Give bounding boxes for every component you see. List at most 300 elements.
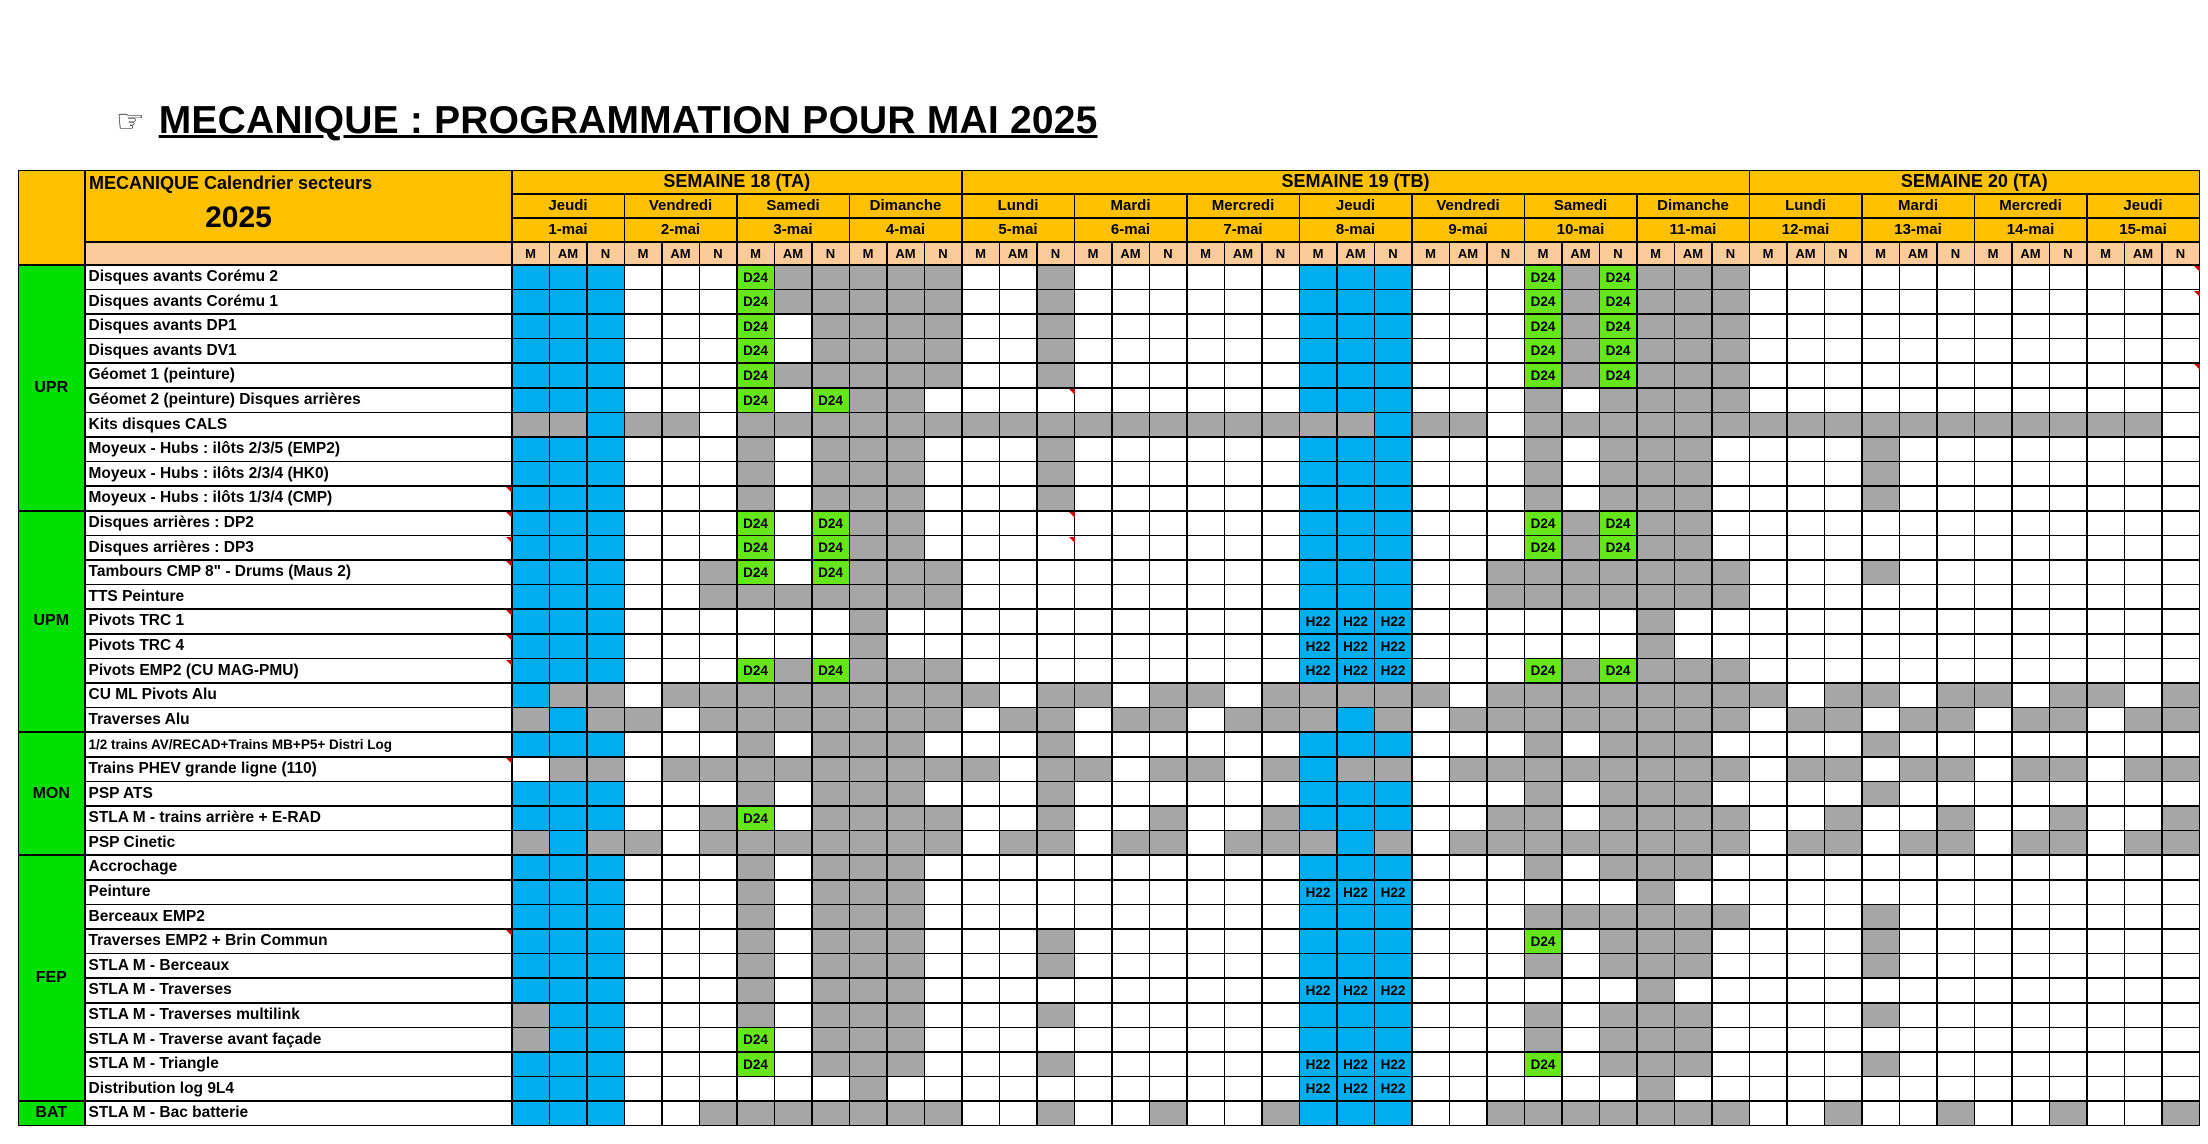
- day-date: 12-mai: [1749, 218, 1862, 242]
- schedule-cell: [587, 560, 625, 585]
- schedule-cell: [1899, 584, 1937, 609]
- schedule-cell: [1337, 806, 1375, 831]
- schedule-cell: [1449, 781, 1487, 806]
- schedule-cell: [924, 929, 962, 954]
- schedule-cell: [1674, 732, 1712, 757]
- schedule-cell: [1299, 781, 1337, 806]
- schedule-cell: [1224, 265, 1262, 290]
- schedule-cell: [1562, 1076, 1600, 1101]
- schedule-cell: [1712, 855, 1750, 880]
- mark-d24: D24: [1599, 363, 1637, 388]
- schedule-cell: [1937, 634, 1975, 659]
- schedule-cell: [2162, 732, 2200, 757]
- schedule-cell: [2049, 1076, 2087, 1101]
- schedule-cell: [1412, 806, 1450, 831]
- week-header-20: SEMAINE 20 (TA): [1749, 170, 2200, 194]
- schedule-cell: [2012, 609, 2050, 634]
- slot-header-m: M: [1749, 242, 1787, 265]
- schedule-cell: [962, 978, 1000, 1003]
- schedule-cell: [1299, 535, 1337, 560]
- schedule-cell: [1599, 830, 1637, 855]
- schedule-cell: [1449, 338, 1487, 363]
- schedule-cell: [1262, 658, 1300, 683]
- schedule-cell: [887, 830, 925, 855]
- schedule-cell: [1449, 1003, 1487, 1028]
- schedule-cell: [624, 511, 662, 536]
- schedule-cell: [1337, 388, 1375, 413]
- schedule-cell: [1974, 265, 2012, 290]
- schedule-cell: [1974, 338, 2012, 363]
- day-name: Lundi: [962, 194, 1075, 218]
- schedule-cell: [1562, 634, 1600, 659]
- schedule-cell: [1899, 953, 1937, 978]
- schedule-cell: [1899, 412, 1937, 437]
- schedule-cell: [1899, 289, 1937, 314]
- schedule-cell: [1374, 1003, 1412, 1028]
- schedule-cell: [1749, 1052, 1787, 1077]
- schedule-cell: [1112, 806, 1150, 831]
- schedule-cell: [1712, 904, 1750, 929]
- mark-h22: H22: [1374, 978, 1412, 1003]
- schedule-cell: [1187, 289, 1225, 314]
- schedule-cell: [1674, 1003, 1712, 1028]
- schedule-cell: [2124, 511, 2162, 536]
- day-date: 2-mai: [624, 218, 737, 242]
- schedule-cell: [1974, 461, 2012, 486]
- schedule-cell: [1749, 584, 1787, 609]
- schedule-cell: [1487, 314, 1525, 339]
- schedule-cell: [2124, 855, 2162, 880]
- schedule-cell: [1449, 1052, 1487, 1077]
- schedule-cell: [1637, 658, 1675, 683]
- schedule-cell: [1112, 511, 1150, 536]
- schedule-cell: [1037, 338, 1075, 363]
- day-name: Samedi: [737, 194, 850, 218]
- schedule-cell: [1749, 1027, 1787, 1052]
- schedule-cell: [2162, 486, 2200, 511]
- schedule-cell: [1637, 437, 1675, 462]
- schedule-cell: [962, 461, 1000, 486]
- schedule-cell: [2162, 560, 2200, 585]
- schedule-cell: [1637, 707, 1675, 732]
- schedule-cell: [624, 806, 662, 831]
- day-date: 1-mai: [512, 218, 625, 242]
- schedule-cell: [1449, 437, 1487, 462]
- schedule-cell: [887, 584, 925, 609]
- schedule-cell: [1937, 904, 1975, 929]
- comment-flag-icon: [1069, 512, 1075, 518]
- schedule-cell: [1449, 855, 1487, 880]
- schedule-cell: [1824, 437, 1862, 462]
- schedule-cell: [1562, 757, 1600, 782]
- schedule-cell: [662, 732, 700, 757]
- mark-h22: H22: [1337, 1052, 1375, 1077]
- schedule-cell: [1224, 880, 1262, 905]
- schedule-cell: [2049, 363, 2087, 388]
- schedule-cell: [1637, 265, 1675, 290]
- schedule-cell: [1899, 855, 1937, 880]
- schedule-cell: [2087, 338, 2125, 363]
- schedule-cell: [1487, 757, 1525, 782]
- schedule-cell: [1862, 683, 1900, 708]
- schedule-cell: [1862, 1076, 1900, 1101]
- schedule-cell: [1712, 830, 1750, 855]
- schedule-cell: [887, 437, 925, 462]
- schedule-cell: [1712, 929, 1750, 954]
- schedule-cell: [1862, 953, 1900, 978]
- schedule-cell: [2049, 289, 2087, 314]
- schedule-cell: [1337, 1003, 1375, 1028]
- schedule-cell: [1637, 1027, 1675, 1052]
- schedule-cell: [1937, 1101, 1975, 1126]
- schedule-cell: [1112, 560, 1150, 585]
- schedule-cell: [1337, 314, 1375, 339]
- schedule-cell: [1749, 314, 1787, 339]
- schedule-cell: [1224, 486, 1262, 511]
- schedule-cell: [1374, 437, 1412, 462]
- schedule-cell: [1074, 757, 1112, 782]
- schedule-cell: [1712, 781, 1750, 806]
- comment-flag-icon: [506, 561, 512, 567]
- mark-h22: H22: [1299, 1052, 1337, 1077]
- calendar-year: 2025: [205, 201, 272, 234]
- schedule-cell: [549, 511, 587, 536]
- schedule-cell: [662, 289, 700, 314]
- schedule-cell: [1262, 855, 1300, 880]
- schedule-cell: [699, 511, 737, 536]
- schedule-cell: [887, 265, 925, 290]
- mark-d24: D24: [737, 388, 775, 413]
- schedule-cell: [587, 634, 625, 659]
- schedule-cell: [1787, 634, 1825, 659]
- schedule-cell: [587, 1076, 625, 1101]
- schedule-cell: [849, 1101, 887, 1126]
- schedule-cell: [1787, 1027, 1825, 1052]
- schedule-cell: [1074, 1027, 1112, 1052]
- schedule-cell: [737, 1076, 775, 1101]
- schedule-cell: [1262, 486, 1300, 511]
- schedule-cell: [1187, 978, 1225, 1003]
- schedule-cell: [2124, 535, 2162, 560]
- schedule-cell: [1637, 806, 1675, 831]
- schedule-cell: [1487, 1052, 1525, 1077]
- schedule-cell: [1787, 1003, 1825, 1028]
- mark-d24: D24: [1524, 314, 1562, 339]
- schedule-cell: [1224, 781, 1262, 806]
- schedule-cell: [1712, 338, 1750, 363]
- schedule-cell: [1337, 707, 1375, 732]
- schedule-cell: [774, 388, 812, 413]
- schedule-cell: [999, 806, 1037, 831]
- schedule-cell: [887, 461, 925, 486]
- schedule-cell: [1899, 511, 1937, 536]
- row-label: 1/2 trains AV/RECAD+Trains MB+P5+ Distri Log: [85, 732, 513, 757]
- schedule-cell: [1224, 437, 1262, 462]
- mark-d24: D24: [737, 265, 775, 290]
- mark-h22: H22: [1299, 658, 1337, 683]
- mark-d24: D24: [1524, 929, 1562, 954]
- schedule-cell: [737, 830, 775, 855]
- schedule-cell: [587, 781, 625, 806]
- slot-header-am: AM: [1787, 242, 1825, 265]
- schedule-cell: [1937, 806, 1975, 831]
- schedule-cell: [887, 486, 925, 511]
- schedule-cell: [1974, 658, 2012, 683]
- schedule-cell: [1562, 732, 1600, 757]
- schedule-cell: [774, 830, 812, 855]
- schedule-cell: [1787, 683, 1825, 708]
- schedule-cell: [549, 732, 587, 757]
- schedule-cell: [2012, 880, 2050, 905]
- schedule-cell: [1824, 289, 1862, 314]
- schedule-cell: [1299, 1101, 1337, 1126]
- schedule-cell: [999, 511, 1037, 536]
- schedule-cell: [2049, 707, 2087, 732]
- schedule-cell: [849, 314, 887, 339]
- day-name: Mardi: [1074, 194, 1187, 218]
- slot-header-n: N: [1037, 242, 1075, 265]
- schedule-cell: [774, 683, 812, 708]
- schedule-cell: [2087, 707, 2125, 732]
- pointing-hand-icon: ☞: [116, 102, 145, 140]
- schedule-cell: [1637, 953, 1675, 978]
- schedule-cell: [774, 265, 812, 290]
- schedule-cell: [1412, 314, 1450, 339]
- schedule-cell: [1487, 609, 1525, 634]
- schedule-cell: [1112, 830, 1150, 855]
- schedule-cell: [1787, 289, 1825, 314]
- schedule-cell: [849, 535, 887, 560]
- schedule-cell: [662, 437, 700, 462]
- schedule-cell: [662, 1101, 700, 1126]
- schedule-cell: [1262, 412, 1300, 437]
- mark-d24: D24: [737, 289, 775, 314]
- schedule-cell: [1037, 707, 1075, 732]
- slot-header-am: AM: [999, 242, 1037, 265]
- schedule-cell: [1974, 437, 2012, 462]
- schedule-cell: [1562, 535, 1600, 560]
- schedule-cell: [1487, 265, 1525, 290]
- schedule-cell: [624, 412, 662, 437]
- schedule-cell: [1562, 830, 1600, 855]
- schedule-cell: [512, 830, 550, 855]
- schedule-cell: [1412, 929, 1450, 954]
- schedule-cell: [849, 929, 887, 954]
- schedule-cell: [1412, 609, 1450, 634]
- schedule-cell: [1487, 830, 1525, 855]
- schedule-cell: [699, 1101, 737, 1126]
- schedule-cell: [1524, 1101, 1562, 1126]
- schedule-cell: [1974, 732, 2012, 757]
- schedule-cell: [1787, 314, 1825, 339]
- schedule-cell: [1637, 929, 1675, 954]
- schedule-cell: [1637, 830, 1675, 855]
- schedule-cell: [1487, 732, 1525, 757]
- schedule-cell: [1899, 461, 1937, 486]
- schedule-cell: [624, 1101, 662, 1126]
- schedule-cell: [1974, 584, 2012, 609]
- schedule-cell: [1824, 363, 1862, 388]
- schedule-cell: [1974, 830, 2012, 855]
- schedule-cell: [2087, 1101, 2125, 1126]
- day-date: 14-mai: [1974, 218, 2087, 242]
- schedule-cell: [1562, 314, 1600, 339]
- schedule-cell: [699, 830, 737, 855]
- mark-d24: D24: [1524, 1052, 1562, 1077]
- schedule-cell: [962, 953, 1000, 978]
- schedule-cell: [1974, 781, 2012, 806]
- schedule-cell: [962, 609, 1000, 634]
- schedule-cell: [1974, 486, 2012, 511]
- schedule-cell: [1787, 437, 1825, 462]
- schedule-cell: [924, 461, 962, 486]
- schedule-cell: [1749, 560, 1787, 585]
- schedule-cell: [737, 953, 775, 978]
- schedule-cell: [1337, 855, 1375, 880]
- schedule-cell: [1824, 486, 1862, 511]
- mark-d24: D24: [737, 363, 775, 388]
- schedule-cell: [1262, 584, 1300, 609]
- schedule-cell: [1562, 806, 1600, 831]
- schedule-cell: [1749, 880, 1787, 905]
- schedule-cell: [2162, 880, 2200, 905]
- mark-h22: H22: [1299, 634, 1337, 659]
- mark-h22: H22: [1374, 1076, 1412, 1101]
- schedule-cell: [1562, 683, 1600, 708]
- schedule-cell: [1862, 314, 1900, 339]
- schedule-cell: [624, 338, 662, 363]
- schedule-cell: [999, 1076, 1037, 1101]
- schedule-cell: [1937, 412, 1975, 437]
- schedule-cell: [1449, 486, 1487, 511]
- schedule-cell: [699, 609, 737, 634]
- schedule-cell: [1337, 511, 1375, 536]
- schedule-cell: [1824, 461, 1862, 486]
- schedule-cell: [2162, 437, 2200, 462]
- schedule-cell: [849, 658, 887, 683]
- schedule-cell: [2162, 806, 2200, 831]
- schedule-cell: [2087, 953, 2125, 978]
- schedule-cell: [1149, 880, 1187, 905]
- day-name: Vendredi: [624, 194, 737, 218]
- schedule-cell: [2012, 953, 2050, 978]
- schedule-cell: [1224, 560, 1262, 585]
- schedule-cell: [1599, 584, 1637, 609]
- schedule-cell: [812, 855, 850, 880]
- schedule-cell: [1712, 1101, 1750, 1126]
- schedule-cell: [924, 880, 962, 905]
- schedule-cell: [849, 338, 887, 363]
- schedule-cell: [1712, 683, 1750, 708]
- schedule-cell: [887, 880, 925, 905]
- schedule-cell: [1112, 929, 1150, 954]
- schedule-cell: [1487, 486, 1525, 511]
- schedule-cell: [1862, 806, 1900, 831]
- schedule-cell: [699, 658, 737, 683]
- schedule-cell: [624, 609, 662, 634]
- schedule-cell: [662, 338, 700, 363]
- schedule-cell: [1787, 584, 1825, 609]
- schedule-cell: [1337, 904, 1375, 929]
- schedule-cell: [699, 683, 737, 708]
- schedule-cell: [962, 437, 1000, 462]
- schedule-cell: [1599, 388, 1637, 413]
- schedule-cell: [1524, 412, 1562, 437]
- schedule-cell: [2087, 388, 2125, 413]
- schedule-cell: [1674, 707, 1712, 732]
- schedule-cell: [962, 412, 1000, 437]
- schedule-cell: [1824, 535, 1862, 560]
- schedule-cell: [512, 1003, 550, 1028]
- schedule-cell: [1974, 609, 2012, 634]
- schedule-cell: [2162, 609, 2200, 634]
- schedule-cell: [1562, 461, 1600, 486]
- schedule-cell: [1299, 953, 1337, 978]
- schedule-cell: [774, 904, 812, 929]
- row-label: Géomet 2 (peinture) Disques arrières: [85, 388, 513, 413]
- schedule-cell: [1599, 461, 1637, 486]
- schedule-cell: [662, 560, 700, 585]
- schedule-cell: [2087, 1052, 2125, 1077]
- schedule-cell: [1299, 732, 1337, 757]
- schedule-cell: [1937, 535, 1975, 560]
- row-label: STLA M - Traverses multilink: [85, 1003, 513, 1028]
- schedule-cell: [1149, 806, 1187, 831]
- schedule-cell: [812, 830, 850, 855]
- schedule-cell: [1037, 978, 1075, 1003]
- schedule-cell: [1262, 289, 1300, 314]
- mark-d24: D24: [1524, 658, 1562, 683]
- schedule-cell: [549, 683, 587, 708]
- schedule-cell: [1974, 904, 2012, 929]
- schedule-cell: [2049, 338, 2087, 363]
- schedule-cell: [1599, 437, 1637, 462]
- slot-header-am: AM: [2124, 242, 2162, 265]
- schedule-cell: [1037, 658, 1075, 683]
- schedule-cell: [624, 658, 662, 683]
- schedule-cell: [1562, 412, 1600, 437]
- schedule-cell: [1749, 634, 1787, 659]
- schedule-cell: [774, 338, 812, 363]
- schedule-cell: [887, 953, 925, 978]
- mark-d24: D24: [1524, 511, 1562, 536]
- schedule-cell: [774, 437, 812, 462]
- schedule-cell: [1674, 363, 1712, 388]
- schedule-cell: [1112, 265, 1150, 290]
- schedule-cell: [849, 265, 887, 290]
- schedule-cell: [549, 265, 587, 290]
- schedule-cell: [774, 806, 812, 831]
- schedule-cell: [1937, 314, 1975, 339]
- slot-header-am: AM: [887, 242, 925, 265]
- schedule-cell: [2124, 658, 2162, 683]
- schedule-cell: [699, 486, 737, 511]
- schedule-cell: [849, 437, 887, 462]
- schedule-cell: [512, 1052, 550, 1077]
- schedule-cell: [1074, 1003, 1112, 1028]
- schedule-cell: [587, 683, 625, 708]
- schedule-cell: [1412, 560, 1450, 585]
- schedule-cell: [662, 953, 700, 978]
- schedule-cell: [1374, 314, 1412, 339]
- schedule-cell: [1112, 707, 1150, 732]
- schedule-cell: [1824, 732, 1862, 757]
- schedule-cell: [737, 880, 775, 905]
- row-label: STLA M - trains arrière + E-RAD: [85, 806, 513, 831]
- schedule-cell: [1937, 265, 1975, 290]
- schedule-cell: [1224, 732, 1262, 757]
- schedule-cell: [2087, 412, 2125, 437]
